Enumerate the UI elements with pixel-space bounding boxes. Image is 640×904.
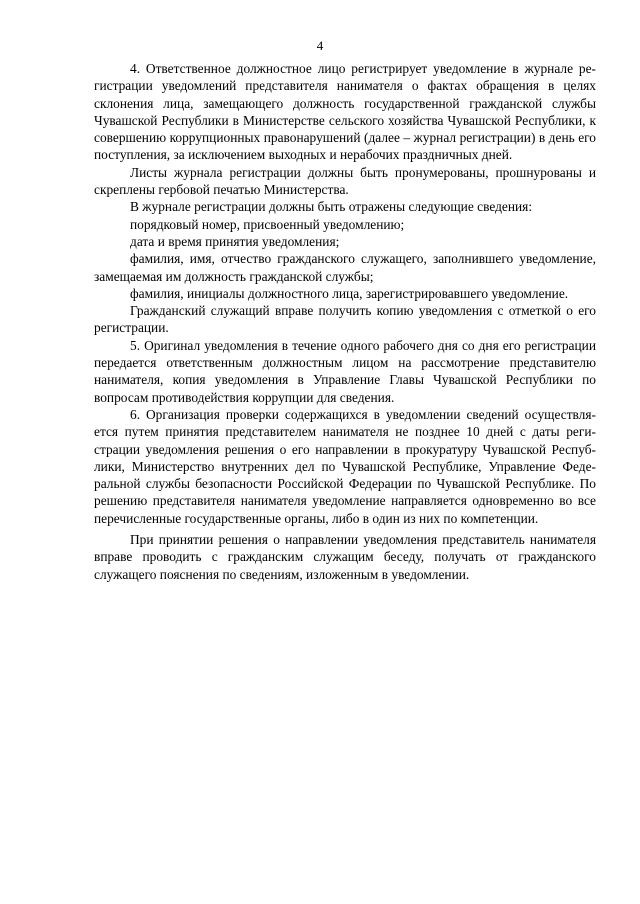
paragraph-journal-sheets: Листы журнала регистрации должны быть пронумерованы, прошнурованы и скреплены гербовой печатью Министерства. [94, 164, 596, 198]
paragraph-copy-right: Гражданский служащий вправе получить копию уведомления с отметкой о его регистрации. [94, 303, 596, 336]
paragraph-item-4-registration: 4. Ответственное должностное лицо регистрирует уведомление в журнале регистрации уведомлений представителя нанимателя о фактах обращения в целях склонения лица, замещающего должность государственной гражданской службы Чувашской Республики в Министерстве сельского хозяйства Чувашской Республики, к совершению коррупционных правонарушений (далее – журнал регистрации) в день его поступления, за исключением выходных и нерабочих праздничных дней. [94, 61, 596, 163]
list-item-employee-name: фамилия, имя, отчество гражданского служащего, заполнившего уведомление, замещаемая им должность гражданской службы; [94, 251, 596, 284]
paragraph-conversation: При принятии решения о направлении уведомления представитель нанимателя вправе проводить с гражданским служащим беседу, получать от гражданского служащего пояснения по сведениям, изложенным в уведомлении. [94, 532, 596, 582]
paragraph-item-6-verification: 6. Организация проверки содержащихся в уведомлении сведений осуществляется путем принятия представителем нанимателя не позднее 10 дней с даты регистрации уведомления решения о его направлении в прокуратуру Чувашской Республики, Министерство внутренних дел по Чувашской Республике, Управление Федеральной службы безопасности Российской Федерации по Чувашской Республике. По решению представителя нанимателя уведомление направляется одновременно во все перечисленные государственные органы, либо в один из них по компетенции. [94, 406, 596, 526]
document-body [94, 60, 596, 583]
paragraph-item-5-original: 5. Оригинал уведомления в течение одного рабочего дня со дня его регистрации передается ответственным должностным лицом на рассмотрение представителю нанимателя, копия уведомления в Управление Главы Чувашской Республики по вопросам противодействия коррупции для сведения. [94, 337, 596, 405]
list-item-serial-number: порядковый номер, присвоенный уведомлению; [130, 216, 405, 232]
list-item-registrar-name: фамилия, инициалы должностного лица, зарегистрировавшего уведомление. [130, 285, 569, 301]
page-number: 4 [316, 38, 324, 53]
paragraph-journal-fields-intro: В журнале регистрации должны быть отражены следующие сведения: [130, 199, 533, 215]
list-item-date-time: дата и время принятия уведомления; [130, 233, 340, 249]
